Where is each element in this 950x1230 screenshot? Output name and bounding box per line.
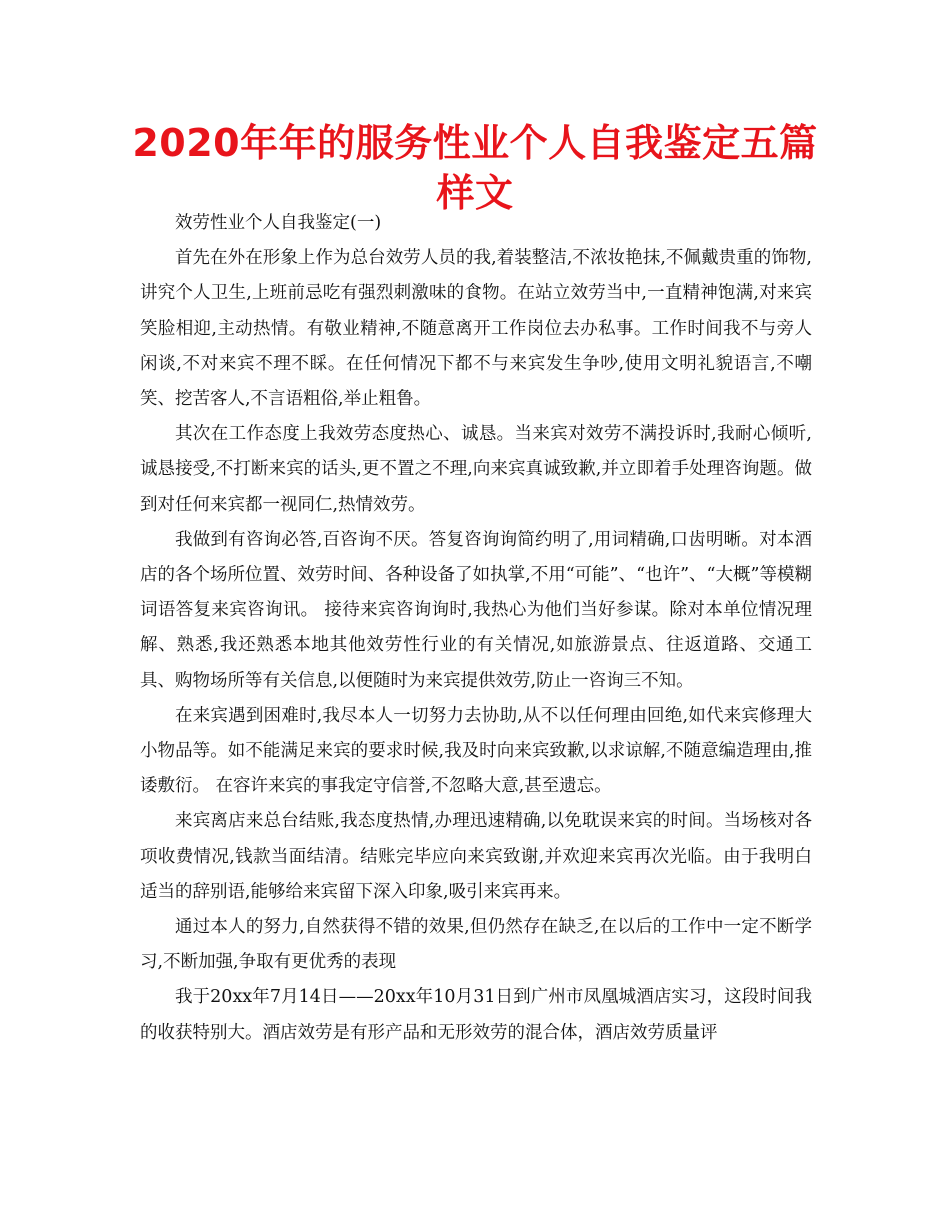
paragraph-2: 其次在工作态度上我效劳态度热心、诚恳。当来宾对效劳不满投诉时,我耐心倾听,诚恳接受,不打断来宾的话头,更不置之不理,向来宾真诚致歉,并立即着手处理咨询题。做到对任何来宾都一视同仁,热情效劳。	[140, 424, 812, 515]
paragraph-5: 来宾离店来总台结账,我态度热情,办理迅速精确,以免耽误来宾的时间。当场核对各项收费情况,钱款当面结清。结账完毕应向来宾致谢,并欢迎来宾再次光临。由于我明白适当的辞别语,能够给来宾留下深入印象,吸引来宾再来。	[140, 811, 812, 902]
document-title: 2020年年的服务性业个人自我鉴定五篇样文	[132, 121, 818, 215]
paragraph-3: 我做到有咨询必答,百咨询不厌。答复咨询询简约明了,用词精确,口齿明晰。对本酒店的各个场所位置、效劳时间、各种设备了如执掌,不用“可能”、“也许”、“大概”等模糊词语答复来宾咨询讯。 接待来宾咨询询时,我热心为他们当好参谋。除对本单位情况理解、熟悉,我还熟悉本地其他效劳性行业的有关情况,如旅游景点、往返道路、交通工具、购物场所等有关信息,以便随时为来宾提供效劳,防止一咨询三不知。	[140, 529, 812, 691]
section-heading: 效劳性业个人自我鉴定(一)	[175, 213, 382, 233]
document-body	[140, 206, 812, 1051]
paragraph-6: 通过本人的努力,自然获得不错的效果,但仍然存在缺乏,在以后的工作中一定不断学习,不断加强,争取有更优秀的表现	[140, 917, 812, 973]
paragraph-1: 首先在外在形象上作为总台效劳人员的我,着装整洁,不浓妆艳抹,不佩戴贵重的饰物,讲究个人卫生,上班前忌吃有强烈刺激味的食物。在站立效劳当中,一直精神饱满,对来宾笑脸相迎,主动热情。有敬业精神,不随意离开工作岗位去办私事。工作时间我不与旁人闲谈,不对来宾不理不睬。在任何情况下都不与来宾发生争吵,使用文明礼貌语言,不嘲笑、挖苦客人,不言语粗俗,举止粗鲁。	[140, 248, 812, 410]
paragraph-4: 在来宾遇到困难时,我尽本人一切努力去协助,从不以任何理由回绝,如代来宾修理大小物品等。如不能满足来宾的要求时候,我及时向来宾致歉,以求谅解,不随意编造理由,推诿敷衍。 在容许来宾的事我定守信誉,不忽略大意,甚至遗忘。	[140, 705, 812, 797]
paragraph-7: 我于20xx年7月14日——20xx年10月31日到广州市凤凰城酒店实习，这段时间我的收获特别大。酒店效劳是有形产品和无形效劳的混合体，酒店效劳质量评	[140, 987, 812, 1043]
